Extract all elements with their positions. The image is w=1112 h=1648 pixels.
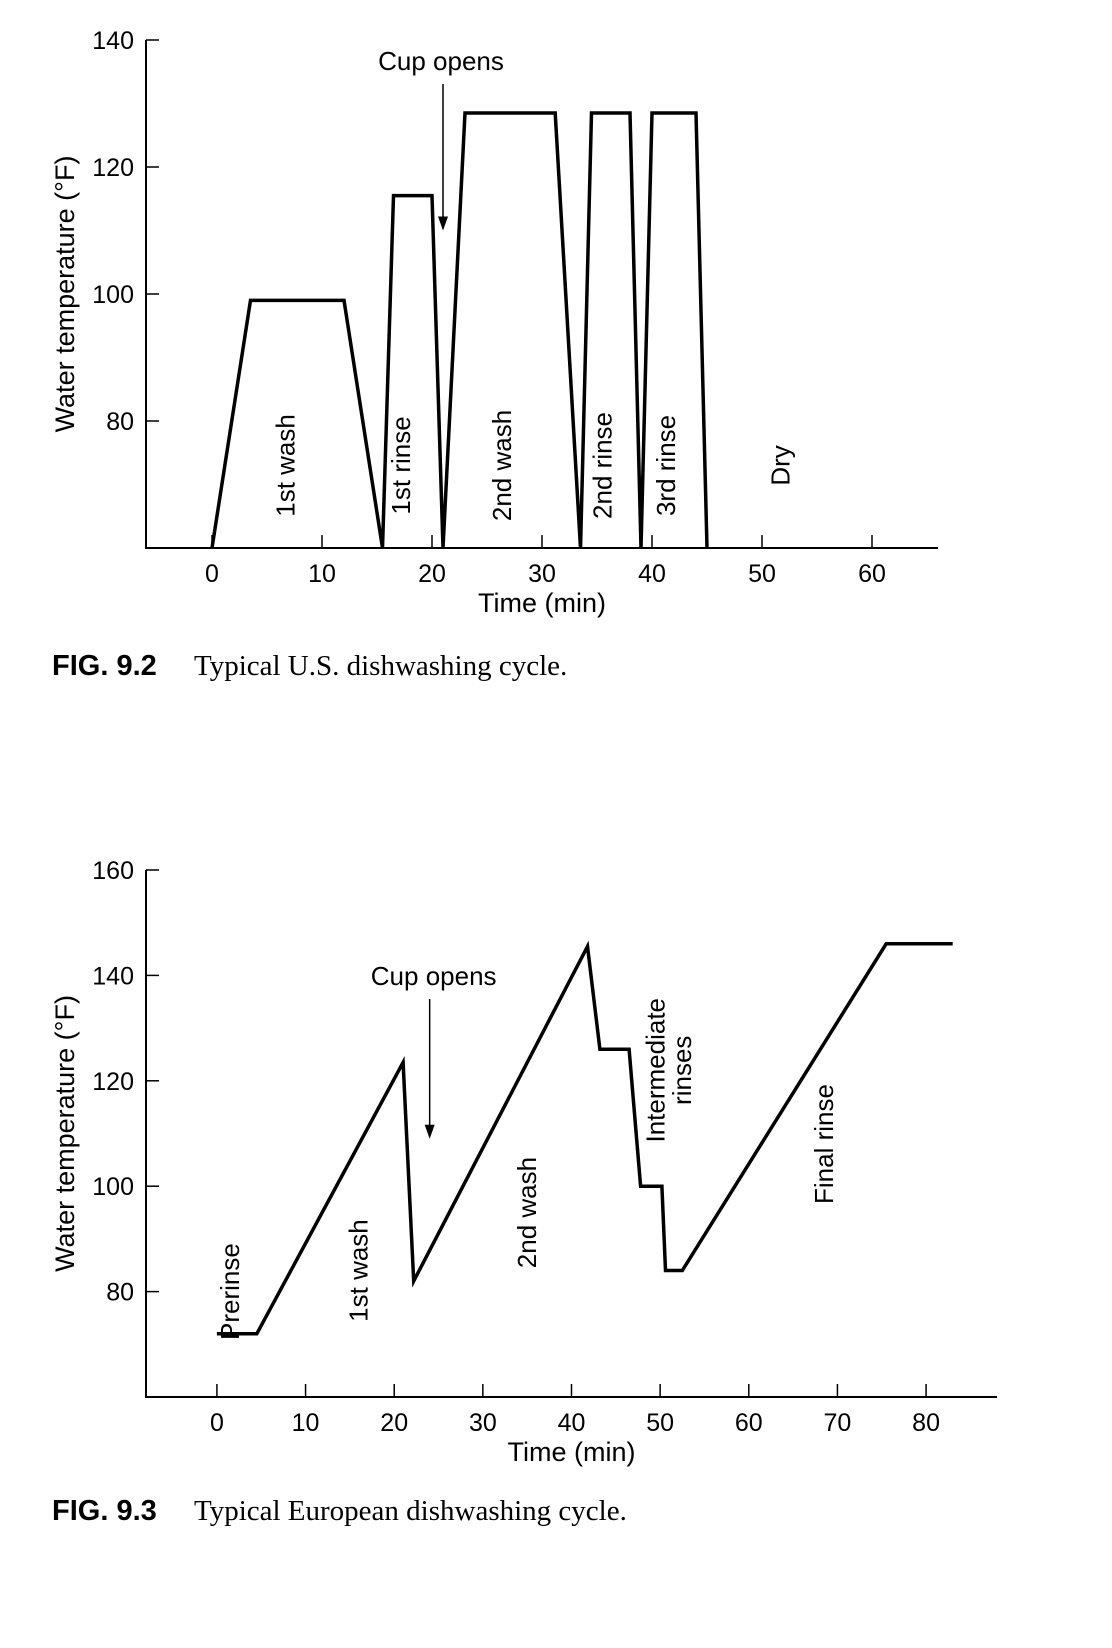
x-tick-label: 10: [291, 1409, 320, 1437]
phase-label: 2nd wash: [512, 1156, 543, 1269]
figure-caption-text: Typical U.S. dishwashing cycle.: [194, 650, 568, 682]
y-tick-label: 100: [92, 281, 134, 309]
y-tick-label: 100: [92, 1173, 134, 1202]
x-tick-label: 0: [205, 560, 219, 588]
temperature-series-line: [217, 944, 953, 1334]
x-tick-label: 30: [468, 1409, 497, 1437]
x-tick-label: 60: [734, 1409, 763, 1437]
figure-caption-9-3: [52, 1495, 627, 1528]
x-tick-label: 40: [557, 1409, 586, 1437]
y-tick-label: 80: [106, 1278, 134, 1307]
figure-caption-9-2: [52, 650, 567, 683]
x-tick-label: 80: [912, 1409, 940, 1437]
x-tick-label: 10: [308, 560, 336, 588]
chart-us-dishwashing-cycle: [0, 0, 1112, 640]
phase-label: Dry: [765, 445, 796, 486]
axis-lines: [146, 40, 938, 548]
y-axis-label: Water temperature (°F): [50, 995, 80, 1272]
y-tick-label: 80: [106, 408, 134, 436]
x-tick-label: 20: [380, 1409, 409, 1437]
figure-number: FIG. 9.2: [52, 650, 157, 682]
x-tick-label: 50: [748, 560, 776, 588]
x-axis-label: Time (min): [478, 588, 606, 618]
y-tick-label: 140: [92, 962, 134, 991]
cup-opens-label: Cup opens: [370, 961, 497, 991]
x-tick-label: 30: [528, 560, 556, 588]
figure-caption-text: Typical European dishwashing cycle.: [194, 1495, 627, 1527]
x-axis-label: Time (min): [507, 1437, 636, 1467]
phase-label: Final rinse: [809, 1084, 840, 1205]
y-tick-label: 120: [92, 154, 134, 182]
x-tick-label: 50: [646, 1409, 675, 1437]
cup-opens-label: Cup opens: [378, 46, 504, 76]
axis-lines: [146, 870, 997, 1397]
y-axis-label: Water temperature (°F): [50, 155, 80, 433]
phase-label: 2nd rinse: [587, 411, 618, 519]
phase-label: Prerinse: [215, 1243, 246, 1341]
y-tick-label: 120: [92, 1067, 134, 1096]
phase-label: 2nd wash: [487, 409, 518, 522]
phase-label: 1st wash: [343, 1219, 374, 1322]
x-tick-label: 20: [418, 560, 446, 588]
phase-label: 3rd rinse: [651, 414, 682, 517]
figure-number: FIG. 9.3: [52, 1495, 157, 1527]
y-tick-label: 160: [92, 857, 134, 885]
x-tick-label: 0: [209, 1409, 224, 1437]
y-tick-label: 140: [92, 27, 134, 55]
phase-label: 1st rinse: [386, 416, 416, 515]
x-tick-label: 40: [638, 560, 666, 588]
cup-opens-arrowhead: [438, 217, 448, 231]
phase-label: 1st wash: [270, 414, 301, 517]
x-tick-label: 70: [823, 1409, 852, 1437]
phase-label: rinses: [667, 1035, 698, 1105]
cup-opens-arrowhead: [425, 1125, 435, 1139]
x-tick-label: 60: [858, 560, 886, 588]
phase-label: Intermediate: [640, 997, 671, 1143]
